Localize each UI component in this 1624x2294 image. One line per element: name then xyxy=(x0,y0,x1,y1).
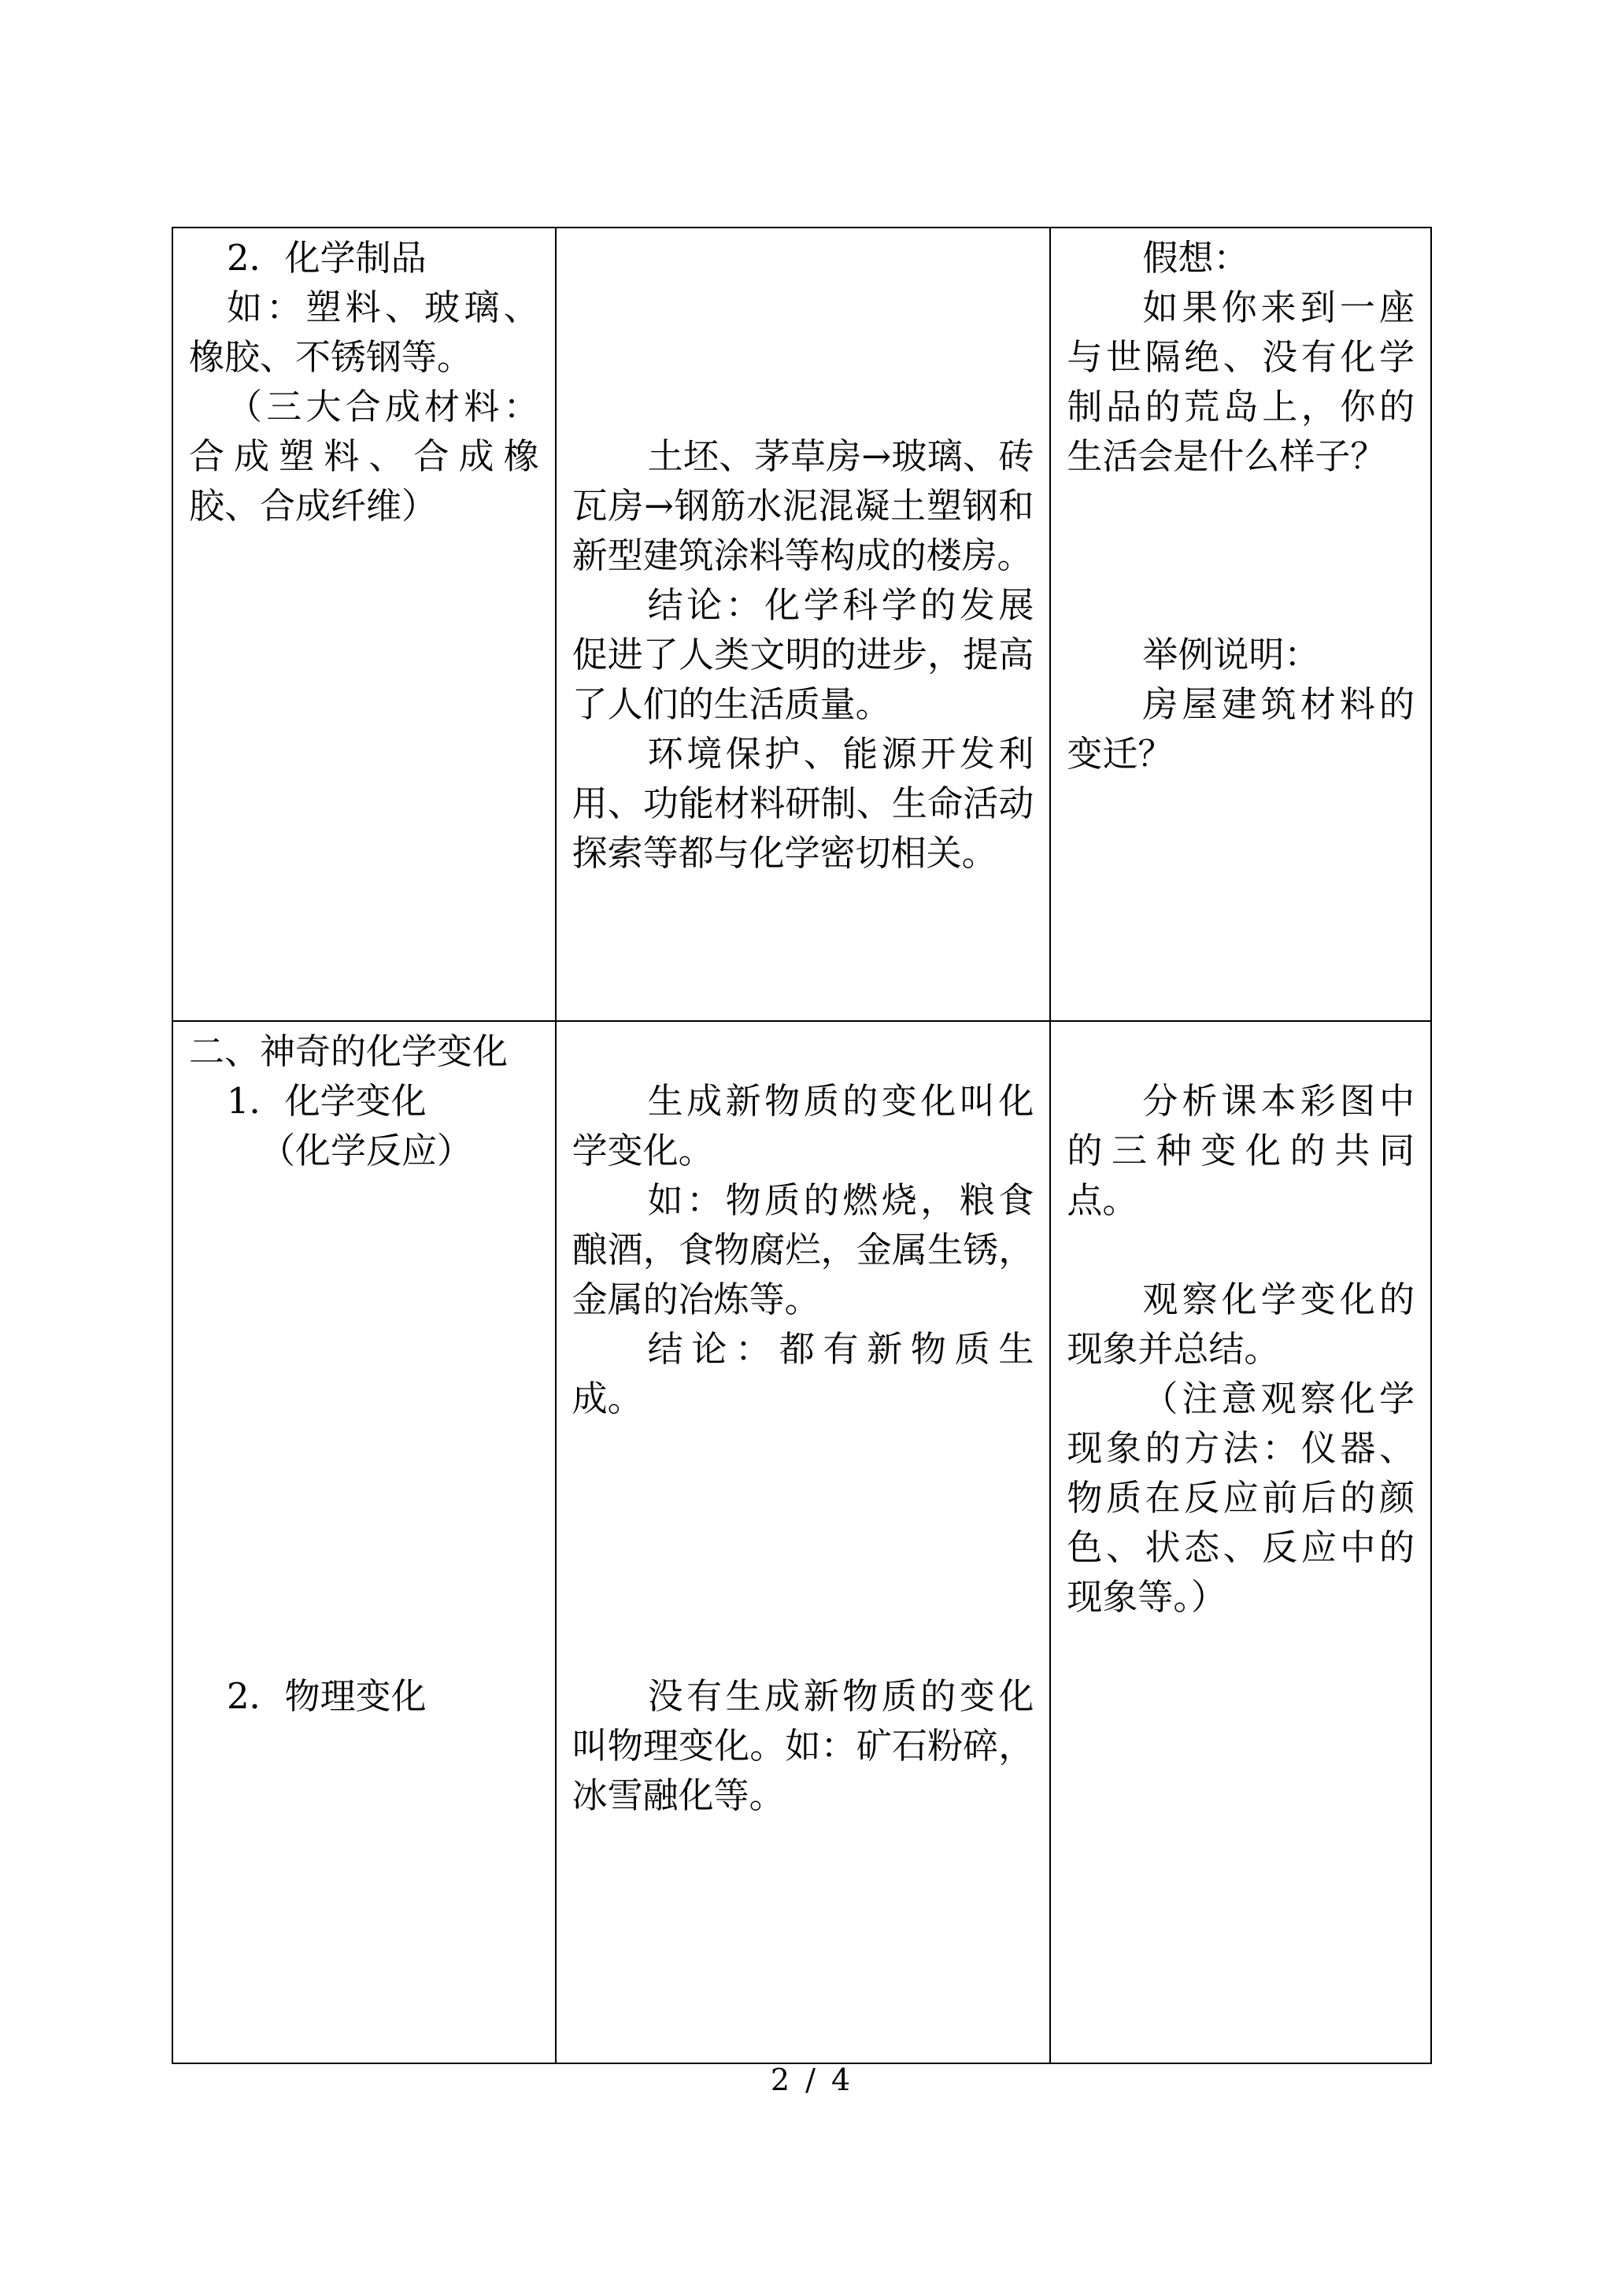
section-title: 二、神奇的化学变化 xyxy=(189,1030,509,1072)
cell-spacer xyxy=(1067,1225,1415,1275)
related-fields-text: 环境保护、能源开发利用、功能材料研制、生命活动探索等都与化学密切相关。 xyxy=(572,733,1034,874)
content-cell xyxy=(172,228,556,1021)
conclusion-text: 结论：化学科学的发展促进了人类文明的进步，提高了人们的生活质量。 xyxy=(572,584,1034,725)
content-cell xyxy=(172,1021,556,2063)
activity-cell xyxy=(1050,1021,1431,2063)
activity-cell xyxy=(1050,228,1431,1021)
chem-definition: 生成新物质的变化叫化学变化。 xyxy=(572,1080,1034,1171)
example-text: 房屋建筑材料的变迁？ xyxy=(1067,683,1415,775)
cell-spacer xyxy=(1067,1027,1415,1076)
note-text: （三大合成材料：合成塑料、合成橡胶、合成纤维） xyxy=(189,386,539,527)
observe-text: 观察化学变化的现象并总结。 xyxy=(1067,1278,1415,1370)
observe-note: （注意观察化学现象的方法：仪器、物质在反应前后的颜色、状态、反应中的现象等。） xyxy=(1067,1378,1415,1618)
hypothesis-text: 如果你来到一座与世隔绝、没有化学制品的荒岛上，你的生活会是什么样子？ xyxy=(1067,287,1415,477)
cell-spacer xyxy=(572,1423,1034,1671)
cell-spacer xyxy=(572,1027,1034,1076)
explanation-cell xyxy=(556,1021,1051,2063)
item-title: 2．化学制品 xyxy=(227,237,427,279)
table-row xyxy=(172,228,1431,1021)
explanation-cell xyxy=(556,228,1051,1021)
item1-subtitle: （化学反应） xyxy=(260,1130,473,1171)
item1-title: 1．化学变化 xyxy=(227,1080,427,1122)
phys-definition: 没有生成新物质的变化叫物理变化。如：矿石粉碎，冰雪融化等。 xyxy=(572,1675,1034,1816)
examples-text: 如：塑料、玻璃、橡胶、不锈钢等。 xyxy=(189,287,539,378)
chem-examples: 如：物质的燃烧，粮食酿酒，食物腐烂，金属生锈，金属的冶炼等。 xyxy=(572,1179,1034,1320)
cell-spacer xyxy=(189,1175,539,1671)
cell-spacer xyxy=(1067,481,1415,630)
table-row xyxy=(172,1021,1431,2063)
item2-title: 2．物理变化 xyxy=(227,1675,427,1717)
cell-spacer xyxy=(572,233,1034,431)
chem-conclusion: 结论：都有新物质生成。 xyxy=(572,1328,1034,1419)
example-label: 举例说明： xyxy=(1142,634,1320,675)
hypothesis-label: 假想： xyxy=(1142,237,1249,279)
lesson-plan-table xyxy=(172,227,1432,2064)
page-number: 2 / 4 xyxy=(770,2063,854,2097)
analysis-text: 分析课本彩图中的三种变化的共同点。 xyxy=(1067,1080,1415,1221)
building-evolution-text: 土坯、茅草房→玻璃、砖瓦房→钢筋水泥混凝土塑钢和新型建筑涂料等构成的楼房。 xyxy=(572,435,1034,576)
